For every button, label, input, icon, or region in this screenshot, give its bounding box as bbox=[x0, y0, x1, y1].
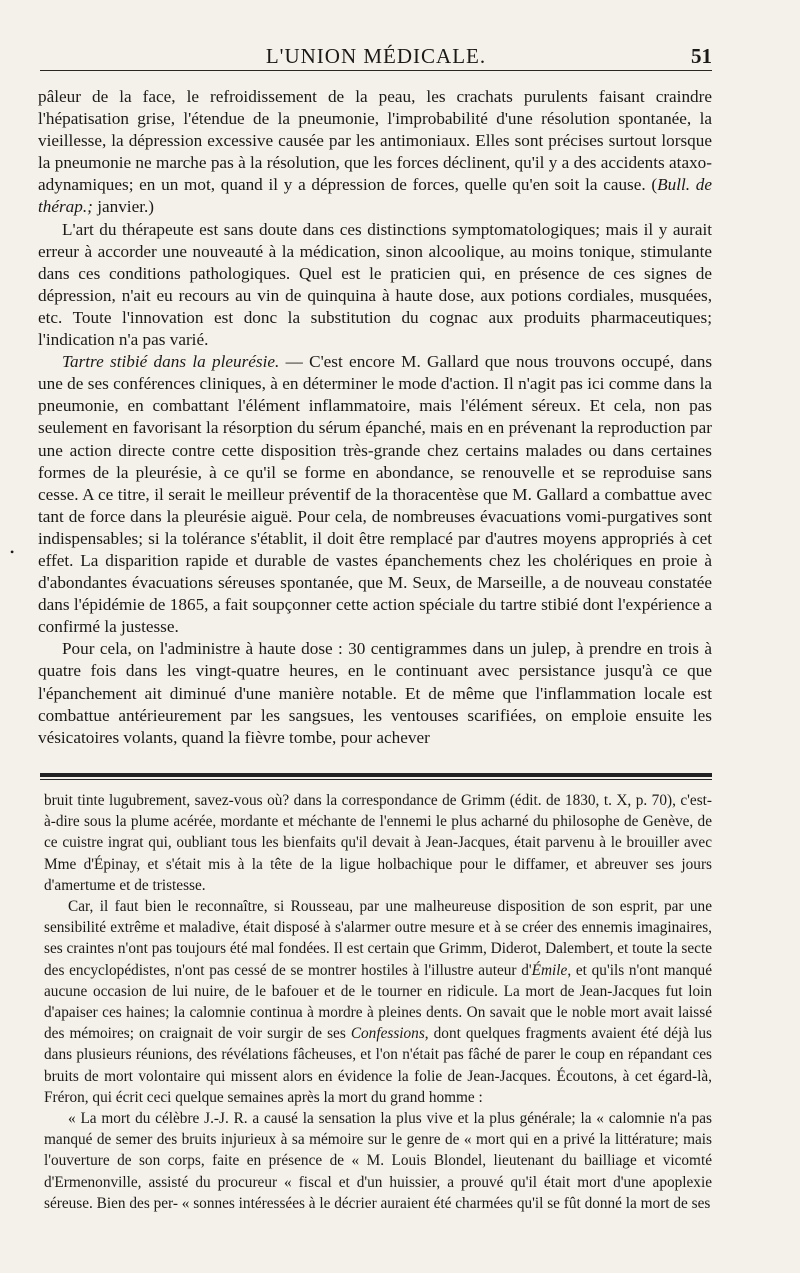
journal-title: L'UNION MÉDICALE. bbox=[265, 44, 487, 68]
paragraph-2: L'art du thérapeute est sans doute dans ces distinctions symptomatologiques; mais il y aurait erreur à accorder une nouveauté à la médication, sinon alcoolique, au moins tonique, stimulante dans ces conditions pathologiques. Quel est le praticien qui, en présence de ces signes de dépression, n'ait eu recours au vin de quinquina à haute dose, aux potions cordiales, musquées, etc. Toute l'innovation est donc la substitution du cognac aux produits pharmaceutiques; l'indication n'a pas varié. bbox=[38, 219, 712, 350]
n2-text-c: , dont quelques fragments avaient été déjà lus dans plusieurs réunions, des révélations fâcheuses, et l'on n'était pas fâché de parer le coup en répandant ces bruits de mort volontaire qui missent alors en évidence la folie de Jean-Jacques. Écoutons, à cet égard-là, Fréron, qui écrit ceci quelque semaines après la mort du grand homme : bbox=[44, 1025, 712, 1106]
n2-text-b: , et qu'ils n'ont manqué aucune occasion de lui nuire, de le bafouer et de le tourner en ridicule. La mort de Jean-Jacques fut loin d'apaiser ces haines; la calomnie continua à mordre à pleines dents. On savait que le noble mort avait laissé des mémoires; on craignait de voir surgir de ses bbox=[44, 961, 712, 1043]
running-header bbox=[40, 38, 712, 71]
margin-mark: • bbox=[10, 545, 15, 559]
section-title-tartre: Tartre stibié dans la pleurésie. bbox=[62, 352, 280, 372]
paragraph-1 bbox=[38, 86, 712, 219]
note-quote: « La mort du célèbre J.-J. R. a causé la sensation la plus vive et la plus générale; la « calomnie n'a pas manqué de semer des bruits injurieux à sa mémoire sur le genre de « mort qui en a privé la littérature; mais l'ouverture de son corps, faite en présence de « M. Louis Blondel, lieutenant du bailliage et vicomté d'Ermenonville, assisté du procureur « fiscal et d'un huissier, a prouvé qu'il était mort d'une apoplexie séreuse. Bien des per- « sonnes intéressées à le décrier auraient été charmées qu'il se fût donné la mort de ses bbox=[44, 1110, 712, 1212]
p1-end: janvier.) bbox=[92, 197, 154, 217]
paragraph-3 bbox=[38, 351, 712, 638]
footnote-rule-thin bbox=[40, 779, 712, 780]
paragraph-4: Pour cela, on l'administre à haute dose : 30 centigrammes dans un julep, à prendre en trois à quatre fois dans les vingt-quatre heures, en le continuant avec persistance jusqu'à ce que l'épanchement ait diminué d'une manière notable. Et de même que l'inflammation locale est combattue antérieurement par les sangsues, les ventouses scarifiées, on emploie ensuite les vésicatoires volants, quand la fièvre tombe, pour achever bbox=[38, 639, 712, 747]
n2-confessions: Confessions bbox=[350, 1025, 425, 1043]
n2-text-a: Car, il faut bien le reconnaître, si Rousseau, par une malheureuse disposition de son esprit, par une sensibilité extrême et maladive, était disposé à s'alarmer outre mesure et à se créer des ennemis imaginaires, ses craintes n'ont pas toujours été mal fondées. Il est certain que Grimm, Diderot, Dalembert, et toute la secte des encyclopédistes, n'ont pas cessé de se montrer hostiles à l'illustre auteur d' bbox=[44, 898, 712, 979]
feuilleton-text bbox=[44, 790, 712, 1214]
note-paragraph-1: bruit tinte lugubrement, savez-vous où? dans la correspondance de Grimm (édit. de 1830, t. X, p. 70), c'est-à-dire sous la plume acérée, mordante et méchante de l'ennemi le plus acharné du philosophe de Genève, de ce cuistre ingrat qui, oubliant tous les bienfaits qu'il devait à Jean-Jacques, était parvenu à le brouiller avec Mme d'Épinay, et s'était mis à la tête de la ligue holbachique pour le diffamer, et abreuver ses jours d'amertume et de tristesse. bbox=[44, 792, 712, 894]
note-paragraph-2 bbox=[44, 896, 712, 1108]
page-number: 51 bbox=[691, 44, 712, 68]
main-text bbox=[38, 86, 712, 749]
p1-reference: Bull. de thérap.; bbox=[38, 175, 712, 217]
p1-text: pâleur de la face, le refroidissement de la peau, les crachats purulents faisant craindre l'hépatisation grise, l'étendue de la pneumonie, l'improbabilité d'une résolution spontanée, la vieillesse, la dépression excessive causée par les antimoniaux. Elles sont précises surtout lorsque la pneumonie ne marche pas à la résolution, que les forces déclinent, qu'il y a des accidents ataxo-adynamiques; en un mot, quand il y a dépression de forces, quelle qu'en soit la cause. ( bbox=[38, 87, 712, 195]
p3-text: — C'est encore M. Gallard que nous trouvons occupé, dans une de ses conférences cliniques, à en déterminer le mode d'action. Il n'agit pas ici comme dans la pneumonie, en combattant l'élément inflammatoire, mais l'élément séreux. Et cela, non pas seulement en favorisant la résorption du sérum épanché, mais en en prévenant la reproduction par une action directe contre cette disposition très-grande chez certains malades ou dans certaines formes de la pleurésie, à ce qu'il se forme en abondance, se renouvelle et se reproduise sans cesse. A ce titre, il serait le meilleur préventif de la thoracentèse que M. Gallard a combattue avec tant de force dans la pleurésie aiguë. Pour cela, de nombreuses évacuations vomi-purgatives sont indispensables; si la tolérance s'établit, il doit être remplacé par d'autres moyens appropriés à cet effet. La disparition rapide et durable de vastes épanchements chez les cholériques en proie à d'abondantes évacuations séreuses spontanée, que M. Seux, de Marseille, a de nouveau constatée dans l'épidémie de 1865, a fait soupçonner cette action spéciale du tartre stibié dont l'expérience a confirmé la justesse. bbox=[38, 352, 713, 637]
footnote-rule-thick bbox=[40, 773, 712, 777]
n2-emile: Émile bbox=[531, 961, 568, 979]
